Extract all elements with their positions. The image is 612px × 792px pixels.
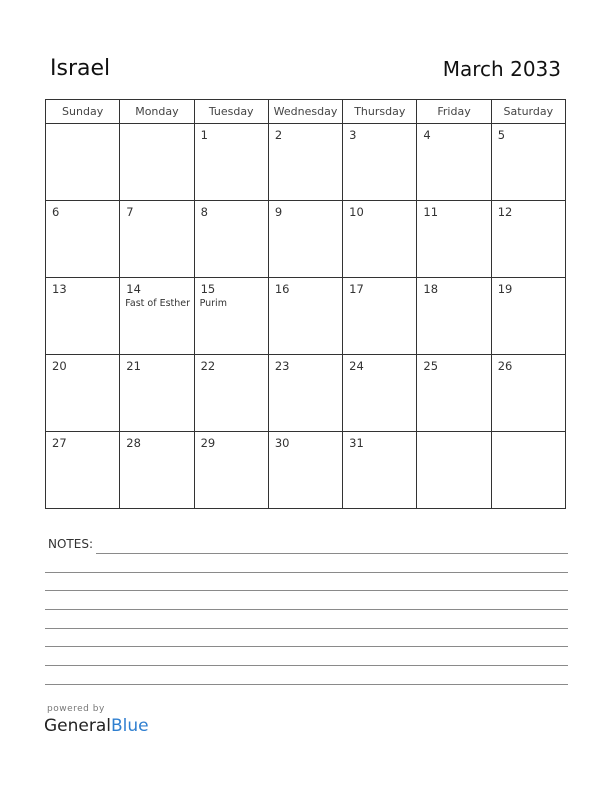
day-number: 9: [274, 205, 283, 219]
notes-line: [96, 553, 568, 554]
day-cell: [46, 201, 120, 278]
day-cell: [120, 201, 194, 278]
weekday-header: Tuesday: [194, 100, 268, 124]
day-number: 28: [126, 436, 141, 450]
country-title: Israel: [50, 56, 111, 81]
day-cell: [120, 355, 194, 432]
notes-line: [45, 628, 568, 629]
day-cell: [194, 278, 268, 355]
day-cell: [194, 355, 268, 432]
weekday-header: Thursday: [343, 100, 417, 124]
day-number: 18: [423, 282, 439, 296]
notes-line: [45, 646, 568, 647]
day-number: 30: [274, 436, 290, 450]
day-cell: [120, 432, 194, 509]
day-number: 10: [349, 205, 364, 219]
day-number: 2: [274, 128, 283, 142]
day-cell: [268, 355, 342, 432]
brand-logo: [44, 716, 149, 736]
day-cell: [417, 201, 491, 278]
day-number: 26: [497, 359, 513, 373]
notes-line: [45, 684, 568, 685]
day-cell: [46, 355, 120, 432]
day-number: 3: [349, 128, 357, 142]
day-number: 31: [349, 436, 364, 450]
day-cell: [46, 278, 120, 355]
brand-name-general: General: [44, 716, 111, 736]
notes-line: [45, 572, 568, 573]
day-number: 19: [497, 282, 513, 296]
day-cell: [268, 432, 342, 509]
weekday-header: Sunday: [46, 100, 120, 124]
powered-by-text: powered by: [47, 704, 105, 714]
day-cell: [46, 124, 120, 201]
week-row: [46, 278, 566, 355]
day-number: 29: [200, 436, 216, 450]
day-number: 15: [200, 282, 216, 296]
day-number: 8: [200, 205, 208, 219]
day-number: 1: [200, 128, 208, 142]
day-cell: [491, 201, 565, 278]
day-cell: [343, 432, 417, 509]
day-cell: [491, 432, 565, 509]
day-number: 20: [52, 359, 67, 373]
day-cell: [417, 355, 491, 432]
day-number: 13: [52, 282, 67, 296]
day-number: 16: [274, 282, 290, 296]
day-cell: [491, 355, 565, 432]
day-cell: [491, 278, 565, 355]
holiday-label: Purim: [199, 298, 227, 309]
brand-name-blue: Blue: [111, 716, 149, 736]
day-number: 7: [126, 205, 134, 219]
day-cell: [194, 201, 268, 278]
week-row: [46, 201, 566, 278]
day-number: 23: [274, 359, 290, 373]
day-number: 5: [497, 128, 506, 142]
day-cell: [491, 124, 565, 201]
month-year-title: March 2033: [442, 57, 561, 81]
day-number: 25: [423, 359, 439, 373]
day-cell: [120, 124, 194, 201]
day-cell: [417, 432, 491, 509]
day-number: 24: [349, 359, 364, 373]
day-cell: [417, 124, 491, 201]
notes-line: [45, 590, 568, 591]
weekday-header: Friday: [417, 100, 491, 124]
day-cell: [46, 432, 120, 509]
day-cell: [343, 124, 417, 201]
week-row: [46, 355, 566, 432]
day-number: 17: [349, 282, 364, 296]
week-row: [46, 124, 566, 201]
day-cell: [194, 124, 268, 201]
day-cell: [343, 355, 417, 432]
day-number: 14: [126, 282, 141, 296]
weekday-header: Wednesday: [268, 100, 342, 124]
holiday-label: Fast of Esther: [125, 298, 191, 309]
day-number: 21: [126, 359, 141, 373]
day-number: 11: [423, 205, 439, 219]
day-number: 12: [497, 205, 513, 219]
notes-line: [45, 609, 568, 610]
day-cell: [268, 201, 342, 278]
notes-label: NOTES:: [48, 537, 93, 551]
weekday-header: Monday: [120, 100, 194, 124]
day-cell: [343, 278, 417, 355]
day-cell: [268, 124, 342, 201]
weekday-header: Saturday: [491, 100, 565, 124]
notes-line: [45, 665, 568, 666]
week-row: [46, 432, 566, 509]
calendar-grid: [45, 99, 566, 509]
weekday-header-row: [46, 100, 566, 124]
day-cell: [268, 278, 342, 355]
day-number: 6: [52, 205, 60, 219]
day-cell: [417, 278, 491, 355]
day-number: 22: [200, 359, 216, 373]
day-number: 4: [423, 128, 431, 142]
day-cell: [343, 201, 417, 278]
day-number: 27: [52, 436, 67, 450]
day-cell: [120, 278, 194, 355]
day-cell: [194, 432, 268, 509]
